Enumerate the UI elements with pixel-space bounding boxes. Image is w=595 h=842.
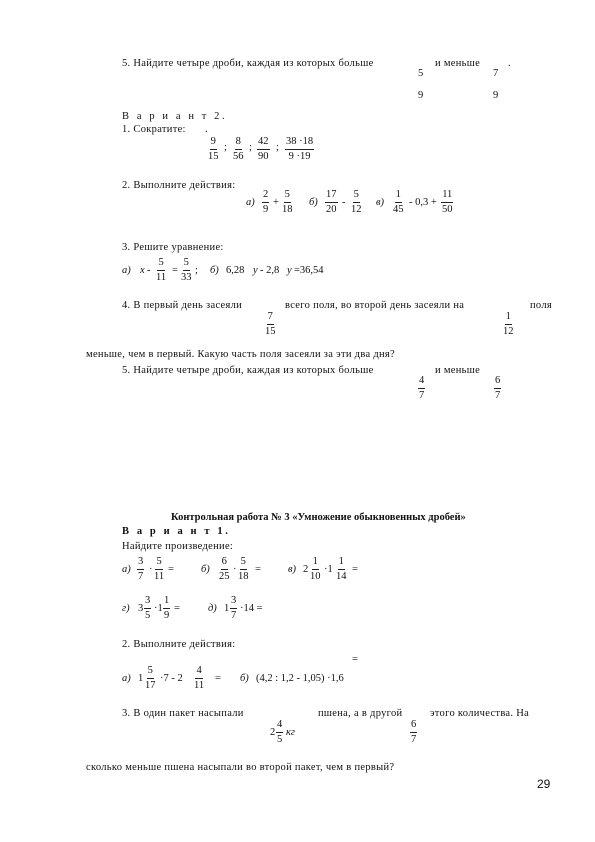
numerator: 5: [157, 257, 164, 271]
equals: =: [352, 564, 358, 575]
v2-task3-a-label: а): [122, 265, 131, 276]
denominator: 25: [219, 571, 230, 582]
t3-g-middle: ·1: [154, 603, 163, 614]
denominator: 90: [258, 151, 269, 162]
numerator: 6: [410, 719, 417, 733]
t3-d-rest: ·14 =: [240, 603, 263, 614]
v2-task1-fraction-4: [285, 136, 314, 163]
v2-task2-c-middle: - 0,3 +: [409, 197, 437, 208]
v2-task3-a-variable: x: [140, 265, 145, 276]
t3-task2-a-fraction-1: [144, 665, 157, 692]
t3-task3-part-3: этого количества. На: [430, 708, 530, 719]
denominator: 9: [493, 90, 499, 101]
whole-number: 2: [303, 564, 309, 575]
numerator: 8: [235, 136, 242, 150]
separator: ;: [276, 142, 279, 153]
t3-task3-part-2: пшена, а в другой: [318, 708, 403, 719]
operator: +: [273, 197, 279, 208]
numerator: 7: [493, 68, 499, 79]
v2-task1-fraction-3: [257, 136, 270, 163]
denominator: 5: [145, 610, 151, 621]
v2-task2-text: 2. Выполните действия:: [122, 180, 236, 191]
denominator: 7: [138, 571, 144, 582]
numerator: 1: [163, 595, 170, 609]
whole-number: 1: [224, 603, 230, 614]
numerator: 1: [312, 556, 319, 570]
numerator: 1: [338, 556, 345, 570]
numerator: 4: [195, 665, 202, 679]
operator: -: [147, 265, 151, 276]
denominator: 14: [336, 571, 347, 582]
denominator: 20: [326, 204, 337, 215]
page-number: 29: [537, 777, 551, 791]
numerator: 1: [505, 311, 512, 325]
v2-task4-part-1: 4. В первый день засеяли: [122, 300, 243, 311]
multiply-sign: ·: [149, 564, 153, 575]
numerator: 11: [441, 189, 453, 203]
denominator: 15: [265, 326, 276, 337]
v2-task2-a-fraction-1: [262, 189, 269, 216]
denominator: 11: [154, 571, 165, 582]
separator: ;: [249, 142, 252, 153]
numerator: 1: [395, 189, 402, 203]
v2-task2-c-label: в): [376, 197, 385, 208]
numerator: 7: [267, 311, 274, 325]
v2-task3-text: 3. Решите уравнение:: [122, 242, 224, 253]
v2-task4-part-2: всего поля, во второй день засеяли на: [285, 300, 465, 311]
v1-task5-and-less: и меньше: [435, 58, 481, 69]
v2-task2-a-fraction-2: [281, 189, 294, 216]
t3-task2-a-fraction-2: [193, 665, 205, 692]
t3-b-fraction-1: [218, 556, 231, 583]
v2-task1-fraction-2: [232, 136, 245, 163]
v2-task3-a-fraction-1: [155, 257, 167, 284]
v2-task3-b-result: =36,54: [294, 265, 324, 276]
numerator: 3: [137, 556, 144, 570]
v2-task4-fraction-2: [502, 311, 515, 338]
denominator: 18: [282, 204, 293, 215]
t3-c-fraction-2: [335, 556, 348, 583]
t3-d-fraction-1: [230, 595, 237, 622]
v2-task4-part-3: поля: [530, 300, 552, 311]
denominator: 7: [419, 390, 425, 401]
variant-2-heading: В а р и а н т 2.: [122, 111, 228, 122]
v2-task5-and-less: и меньше: [435, 365, 481, 376]
denominator: 17: [145, 680, 156, 691]
v2-task2-b-fraction-2: [350, 189, 363, 216]
v2-task3-b-y-2: y: [287, 265, 292, 276]
numerator: 5: [284, 189, 291, 203]
separator: ;: [224, 142, 227, 153]
v2-task3-b-y-1: y: [253, 265, 258, 276]
v2-task3-b-label: б): [210, 265, 219, 276]
denominator: 12: [503, 326, 514, 337]
v2-task2-a-label: а): [246, 197, 255, 208]
v2-task1-fraction-1: [207, 136, 220, 163]
numerator: 4: [418, 375, 425, 389]
denominator: 7: [495, 390, 501, 401]
denominator: 11: [194, 680, 205, 691]
t3-task3-part-1: 3. В один пакет насыпали: [122, 708, 244, 719]
separator: ;: [195, 265, 198, 276]
v2-task4-line-2: меньше, чем в первый. Какую часть поля засеяли за эти два дня?: [86, 349, 395, 360]
numerator: 17: [325, 189, 338, 203]
v2-task1-dot: .: [205, 124, 208, 135]
numerator: 5: [183, 257, 190, 271]
v2-task3-b-coef-1: 6,28: [226, 265, 245, 276]
t3-c-fraction-1: [309, 556, 322, 583]
numerator: 6: [494, 375, 501, 389]
numerator: 5: [240, 556, 247, 570]
numerator: 3: [144, 595, 151, 609]
v1-task5-fraction-2: [492, 68, 499, 102]
v2-task5-fraction-1: [418, 375, 425, 402]
t3-task3-unit: кг: [286, 727, 296, 738]
denominator: 15: [208, 151, 219, 162]
test-3-variant-heading: В а р и а н т 1.: [122, 526, 231, 537]
t3-task2-b-label: б): [240, 673, 249, 684]
v2-task2-b-fraction-1: [325, 189, 338, 216]
t3-c-middle: ·1: [324, 564, 333, 575]
denominator: 56: [233, 151, 244, 162]
t3-task3-fraction-2: [410, 719, 417, 746]
numerator: 5: [155, 556, 162, 570]
t3-task2-text: 2. Выполните действия:: [122, 639, 236, 650]
v2-task3-b-coef-2: - 2,8: [260, 265, 280, 276]
operator: -: [342, 197, 346, 208]
equals: =: [168, 564, 174, 575]
t3-task2-a-middle: ·7 - 2: [160, 673, 183, 684]
v2-task2-c-fraction-2: [441, 189, 454, 216]
multiply-sign: ·: [233, 564, 237, 575]
numerator: 42: [257, 136, 270, 150]
equals: =: [172, 265, 178, 276]
denominator: 9: [263, 204, 269, 215]
equals: =: [174, 603, 180, 614]
v2-task4-fraction-1: [264, 311, 277, 338]
t3-task3-mixed-fraction: [276, 719, 283, 746]
t3-b-label: б): [201, 564, 210, 575]
numerator: 4: [276, 719, 283, 733]
denominator: 7: [411, 734, 417, 745]
t3-task2-equals-above: =: [352, 654, 358, 665]
denominator: 50: [442, 204, 453, 215]
v1-task5-fraction-1: [417, 68, 424, 102]
whole-number: 1: [138, 673, 144, 684]
denominator: 33: [181, 272, 192, 283]
denominator: 10: [310, 571, 321, 582]
denominator: 11: [156, 272, 167, 283]
v2-task1-text: 1. Сократите:: [122, 124, 186, 135]
denominator: 9 ·19: [288, 151, 311, 162]
v2-task3-a-fraction-2: [180, 257, 193, 284]
numerator: 5: [418, 68, 424, 79]
denominator: 7: [231, 610, 237, 621]
t3-task2-b-expression: (4,2 : 1,2 - 1,05) ·1,6: [256, 673, 344, 684]
numerator: 3: [230, 595, 237, 609]
equals: =: [215, 673, 221, 684]
test-3-find-product: Найдите произведение:: [122, 541, 234, 552]
t3-c-label: в): [288, 564, 297, 575]
t3-g-fraction-2: [163, 595, 170, 622]
denominator: 12: [351, 204, 362, 215]
t3-a-fraction-1: [137, 556, 144, 583]
numerator: 5: [147, 665, 154, 679]
denominator: 18: [238, 571, 249, 582]
numerator: 38 ·18: [285, 136, 314, 150]
t3-task2-a-label: а): [122, 673, 131, 684]
t3-d-label: д): [208, 603, 217, 614]
denominator: 9: [164, 610, 170, 621]
numerator: 6: [221, 556, 228, 570]
v2-task2-b-label: б): [309, 197, 318, 208]
numerator: 9: [210, 136, 217, 150]
numerator: 5: [353, 189, 360, 203]
v2-task2-c-fraction-1: [392, 189, 405, 216]
test-3-title: Контрольная работа № 3 «Умножение обыкновенных дробей»: [171, 512, 466, 523]
whole-number: 3: [138, 603, 144, 614]
t3-a-label: а): [122, 564, 131, 575]
t3-g-label: г): [122, 603, 130, 614]
v1-task5-text: 5. Найдите четыре дроби, каждая из которых больше: [122, 58, 374, 69]
equals: =: [255, 564, 261, 575]
denominator: 9: [418, 90, 424, 101]
v2-task5-fraction-2: [494, 375, 501, 402]
numerator: 2: [262, 189, 269, 203]
t3-task3-line-2: сколько меньше пшена насыпали во второй пакет, чем в первый?: [86, 762, 395, 773]
v2-task5-text: 5. Найдите четыре дроби, каждая из которых больше: [122, 365, 374, 376]
t3-a-fraction-2: [153, 556, 165, 583]
t3-b-fraction-2: [237, 556, 250, 583]
v1-task5-period: .: [508, 58, 511, 69]
t3-g-fraction-1: [144, 595, 151, 622]
whole-number: 2: [270, 727, 276, 738]
denominator: 45: [393, 204, 404, 215]
denominator: 5: [277, 734, 283, 745]
